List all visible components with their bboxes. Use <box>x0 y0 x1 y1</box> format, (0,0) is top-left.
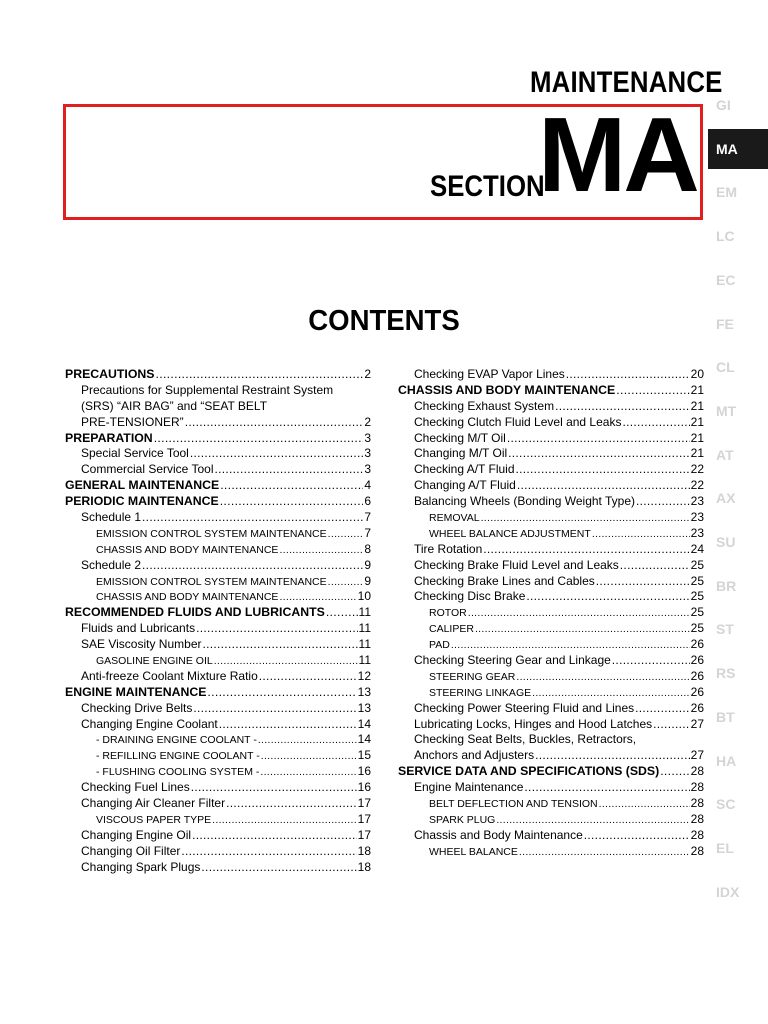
sidebar-tab-ma[interactable]: MA <box>708 129 768 169</box>
toc-entry-page: 11 <box>358 605 371 620</box>
toc-entry-page: 11 <box>358 653 371 668</box>
toc-entry[interactable] <box>65 605 371 621</box>
toc-entry[interactable] <box>398 621 704 637</box>
toc-entry[interactable] <box>65 621 371 637</box>
toc-entry-title: Schedule 2 <box>81 557 142 572</box>
toc-entry[interactable] <box>398 796 704 812</box>
toc-entry-page: 3 <box>364 462 371 477</box>
sidebar-tab-ha[interactable]: HA <box>716 752 737 769</box>
toc-entry-page: 23 <box>690 525 704 540</box>
toc-entry-page: 7 <box>364 510 371 525</box>
toc-entry-page: 14 <box>357 732 371 747</box>
toc-entry[interactable] <box>65 812 371 828</box>
toc-entry-page: 22 <box>690 478 704 493</box>
toc-entry[interactable] <box>65 399 371 415</box>
toc-entry-title: Checking Seat Belts, Buckles, Retractors, <box>414 732 637 747</box>
dot-leader <box>190 446 363 462</box>
toc-entry-page: 20 <box>690 367 704 381</box>
toc-entry-page: 21 <box>690 398 704 413</box>
toc-entry-page: 25 <box>690 621 704 636</box>
toc-entry[interactable] <box>398 812 704 828</box>
sidebar-tab-lc[interactable]: LC <box>716 228 735 245</box>
dot-leader <box>203 637 358 653</box>
dot-leader <box>185 415 364 431</box>
toc-left-column <box>65 367 371 876</box>
dot-leader <box>555 399 690 415</box>
toc-entry-page: 6 <box>364 494 371 509</box>
toc-entry-title: GENERAL MAINTENANCE <box>65 478 220 493</box>
toc-entry[interactable] <box>65 828 371 844</box>
toc-entry-page: 28 <box>690 796 704 811</box>
toc-entry[interactable] <box>398 748 704 764</box>
toc-entry-title: Commercial Service Tool <box>81 462 214 477</box>
toc-entry[interactable] <box>398 478 704 494</box>
toc-entry[interactable] <box>398 701 704 717</box>
toc-entry[interactable] <box>398 764 704 780</box>
dot-leader <box>636 494 690 510</box>
sidebar-tab-fe[interactable]: FE <box>716 315 734 332</box>
toc-entry-page: 23 <box>690 510 704 525</box>
sidebar-tab-sc[interactable]: SC <box>716 796 736 813</box>
toc-entry-page: 21 <box>690 430 704 445</box>
dot-leader <box>207 685 356 701</box>
sidebar-tab-ax[interactable]: AX <box>716 490 736 507</box>
toc-entry-page: 25 <box>690 589 704 604</box>
toc-entry-title: Schedule 1 <box>81 510 142 525</box>
toc-entry[interactable] <box>398 605 704 621</box>
dot-leader <box>507 431 690 447</box>
toc-entry-page: 3 <box>364 430 371 445</box>
dot-leader <box>214 654 358 670</box>
toc-entry[interactable] <box>398 669 704 685</box>
toc-entry-title: Anchors and Adjusters <box>414 748 535 763</box>
dot-leader <box>620 558 690 574</box>
toc-entry[interactable] <box>65 558 371 574</box>
toc-entry-page: 17 <box>357 796 371 811</box>
toc-entry[interactable] <box>398 828 704 844</box>
toc-entry-page: 15 <box>357 748 371 763</box>
toc-entry-title: Changing Engine Coolant <box>81 716 218 731</box>
sidebar-tab-mt[interactable]: MT <box>716 402 737 419</box>
toc-entry-title: Checking Clutch Fluid Level and Leaks <box>414 414 622 429</box>
sidebar-tab-em[interactable]: EM <box>716 184 737 201</box>
dot-leader <box>215 462 364 478</box>
dot-leader <box>328 575 364 591</box>
sidebar-tab-st[interactable]: ST <box>716 621 734 638</box>
toc-entry[interactable] <box>398 732 704 748</box>
dot-leader <box>142 558 363 574</box>
toc-entry[interactable] <box>65 685 371 701</box>
toc-entry-page: 28 <box>690 843 704 858</box>
toc-entry-page: 23 <box>690 494 704 509</box>
toc-entry[interactable] <box>398 526 704 542</box>
toc-entry[interactable] <box>65 701 371 717</box>
toc-entry-page: 21 <box>690 382 704 397</box>
toc-entry-title: Checking Drive Belts <box>81 700 193 715</box>
toc-entry-page: 26 <box>690 653 704 668</box>
toc-entry-page: 21 <box>690 446 704 461</box>
section-label: SECTION <box>430 170 545 203</box>
toc-entry-title: STEERING GEAR <box>429 670 516 683</box>
toc-entry[interactable] <box>398 510 704 526</box>
toc-entry-page: 16 <box>357 764 371 779</box>
toc-entry-title: WHEEL BALANCE <box>429 845 518 858</box>
toc-entry[interactable] <box>65 446 371 462</box>
toc-entry-page: 9 <box>364 573 371 588</box>
dot-leader <box>635 701 690 717</box>
toc-entry-title: Checking Disc Brake <box>414 589 526 604</box>
dot-leader <box>508 446 689 462</box>
toc-entry-page: 18 <box>357 859 371 874</box>
toc-entry-title: Engine Maintenance <box>414 780 524 795</box>
toc-entry[interactable] <box>65 844 371 860</box>
toc-entry-page: 2 <box>364 367 371 381</box>
toc-entry-page: 28 <box>690 811 704 826</box>
dot-leader <box>226 796 357 812</box>
toc-entry[interactable] <box>398 367 704 383</box>
toc-entry-page: 28 <box>690 764 704 779</box>
toc-entry-title: PAD <box>429 639 450 652</box>
toc-entry-title: CHASSIS AND BODY MAINTENANCE <box>398 382 616 397</box>
toc-entry-title: - FLUSHING COOLING SYSTEM - <box>96 766 260 779</box>
toc-entry-title: EMISSION CONTROL SYSTEM MAINTENANCE <box>96 575 327 588</box>
dot-leader <box>516 670 689 686</box>
dot-leader <box>191 780 357 796</box>
sidebar-tab-cl[interactable]: CL <box>716 359 735 376</box>
dot-leader <box>156 367 364 383</box>
toc-entry[interactable] <box>398 399 704 415</box>
toc-entry-page: 28 <box>690 780 704 795</box>
toc-entry-page: 27 <box>690 748 704 763</box>
toc-entry[interactable] <box>398 383 704 399</box>
dot-leader <box>616 383 689 399</box>
toc-entry-title: Changing Spark Plugs <box>81 859 201 874</box>
toc-entry-title: SAE Viscosity Number <box>81 637 202 652</box>
toc-entry-title: PRE-TENSIONER” <box>81 414 184 429</box>
toc-entry-title: PERIODIC MAINTENANCE <box>65 494 219 509</box>
toc-entry-title: Anti-freeze Coolant Mixture Ratio <box>81 668 258 683</box>
dot-leader <box>535 748 690 764</box>
toc-entry-page: 18 <box>357 843 371 858</box>
toc-entry-page: 28 <box>690 827 704 842</box>
toc-entry[interactable] <box>65 860 371 876</box>
sidebar-tab-at[interactable]: AT <box>716 446 734 463</box>
toc-entry-title: Checking Steering Gear and Linkage <box>414 653 611 668</box>
toc-entry-title: EMISSION CONTROL SYSTEM MAINTENANCE <box>96 527 327 540</box>
dot-leader <box>451 638 690 654</box>
dot-leader <box>279 543 363 559</box>
toc-entry-title: Special Service Tool <box>81 446 189 461</box>
dot-leader <box>220 494 364 510</box>
dot-leader <box>481 511 690 527</box>
toc-entry[interactable] <box>65 462 371 478</box>
toc-entry[interactable] <box>65 510 371 526</box>
toc-entry-title: WHEEL BALANCE ADJUSTMENT <box>429 527 591 540</box>
toc-entry-title: Fluids and Lubricants <box>81 621 196 636</box>
toc-entry-page: 16 <box>357 780 371 795</box>
toc-entry[interactable] <box>398 574 704 590</box>
toc-entry[interactable] <box>65 431 371 447</box>
dot-leader <box>566 367 690 383</box>
sidebar-tab-rs[interactable]: RS <box>716 665 736 682</box>
toc-entry-title: PRECAUTIONS <box>65 367 155 381</box>
toc-entry-title: Checking M/T Oil <box>414 430 506 445</box>
toc-entry-title: REMOVAL <box>429 512 480 525</box>
toc-entry-title: Changing Air Cleaner Filter <box>81 796 226 811</box>
toc-entry[interactable] <box>65 478 371 494</box>
toc-entry-title: GASOLINE ENGINE OIL <box>96 655 213 668</box>
toc-entry-title: Checking A/T Fluid <box>414 462 515 477</box>
toc-entry-page: 25 <box>690 605 704 620</box>
toc-entry[interactable] <box>398 494 704 510</box>
toc-entry-title: SPARK PLUG <box>429 813 496 826</box>
toc-entry-title: Checking Fuel Lines <box>81 780 190 795</box>
toc-entry[interactable] <box>65 542 371 558</box>
toc-entry-title: Checking EVAP Vapor Lines <box>414 367 565 381</box>
dot-leader <box>468 606 690 622</box>
toc-entry-page: 26 <box>690 700 704 715</box>
dot-leader <box>592 527 690 543</box>
toc-entry-title: Tire Rotation <box>414 541 483 556</box>
toc-entry-title: SERVICE DATA AND SPECIFICATIONS (SDS) <box>398 764 660 779</box>
dot-leader <box>653 717 689 733</box>
toc-entry[interactable] <box>398 717 704 733</box>
toc-entry-page: 7 <box>364 525 371 540</box>
toc-entry[interactable] <box>65 526 371 542</box>
dot-leader <box>526 589 689 605</box>
toc-entry-page: 9 <box>364 557 371 572</box>
toc-entry[interactable] <box>65 574 371 590</box>
toc-entry[interactable] <box>65 637 371 653</box>
dot-leader <box>622 415 689 431</box>
toc-entry-page: 12 <box>357 668 371 683</box>
toc-entry-title: BELT DEFLECTION AND TENSION <box>429 798 598 811</box>
toc-entry[interactable] <box>65 494 371 510</box>
dot-leader <box>599 797 690 813</box>
toc-entry-page: 11 <box>358 637 371 652</box>
toc-entry-title: VISCOUS PAPER TYPE <box>96 813 212 826</box>
dot-leader <box>181 844 356 860</box>
sidebar-tab-ec[interactable]: EC <box>716 271 736 288</box>
toc-entry-page: 8 <box>364 541 371 556</box>
toc-right-column <box>398 367 704 860</box>
dot-leader <box>596 574 690 590</box>
toc-entry-title: Lubricating Locks, Hinges and Hood Latches <box>414 716 653 731</box>
toc-entry-page: 24 <box>690 541 704 556</box>
toc-entry-page: 17 <box>357 811 371 826</box>
toc-entry[interactable] <box>398 446 704 462</box>
toc-entry-title: Precautions for Supplemental Restraint System <box>81 382 334 397</box>
dot-leader <box>261 749 357 765</box>
dot-leader <box>326 605 358 621</box>
dot-leader <box>496 813 689 829</box>
dot-leader <box>142 510 363 526</box>
dot-leader <box>220 478 363 494</box>
toc-entry[interactable] <box>398 844 704 860</box>
toc-entry[interactable] <box>65 653 371 669</box>
toc-entry[interactable] <box>65 796 371 812</box>
toc-entry-page: 2 <box>364 414 371 429</box>
toc-entry[interactable] <box>398 637 704 653</box>
toc-entry-title: ROTOR <box>429 607 467 620</box>
toc-entry-page: 22 <box>690 462 704 477</box>
toc-entry-title: Checking Brake Lines and Cables <box>414 573 595 588</box>
toc-entry[interactable] <box>398 462 704 478</box>
toc-entry-title: Changing Oil Filter <box>81 843 181 858</box>
dot-leader <box>279 590 356 606</box>
toc-entry-title: RECOMMENDED FLUIDS AND LUBRICANTS <box>65 605 325 620</box>
toc-entry[interactable] <box>398 415 704 431</box>
toc-entry[interactable] <box>398 431 704 447</box>
toc-entry[interactable] <box>65 732 371 748</box>
toc-entry-title: Changing Engine Oil <box>81 827 192 842</box>
toc-entry[interactable] <box>65 780 371 796</box>
dot-leader <box>193 701 356 717</box>
dot-leader <box>483 542 689 558</box>
toc-entry-title: ENGINE MAINTENANCE <box>65 684 207 699</box>
dot-leader <box>524 780 689 796</box>
toc-entry-page: 25 <box>690 573 704 588</box>
toc-entry[interactable] <box>398 780 704 796</box>
toc-entry-title: CHASSIS AND BODY MAINTENANCE <box>96 591 279 604</box>
dot-leader <box>612 653 690 669</box>
toc-entry-page: 11 <box>358 621 371 636</box>
toc-entry-title: PREPARATION <box>65 430 153 445</box>
toc-entry-title: - DRAINING ENGINE COOLANT - <box>96 734 257 747</box>
dot-leader <box>192 828 357 844</box>
dot-leader <box>260 765 356 781</box>
dot-leader <box>328 527 364 543</box>
toc-entry[interactable] <box>65 589 371 605</box>
toc-entry-title: - REFILLING ENGINE COOLANT - <box>96 750 260 763</box>
toc-entry-page: 26 <box>690 637 704 652</box>
toc-entry-page: 21 <box>690 414 704 429</box>
section-code: MA <box>538 96 697 214</box>
toc-entry[interactable] <box>398 558 704 574</box>
toc-entry-page: 10 <box>357 589 371 604</box>
toc-entry-title: Checking Power Steering Fluid and Lines <box>414 700 635 715</box>
toc-entry-title: Checking Exhaust System <box>414 398 555 413</box>
toc-entry-page: 25 <box>690 557 704 572</box>
toc-entry-title: Chassis and Body Maintenance <box>414 827 583 842</box>
toc-entry-title: CALIPER <box>429 623 474 636</box>
toc-entry-page: 26 <box>690 668 704 683</box>
toc-entry[interactable] <box>65 717 371 733</box>
dot-leader <box>532 686 690 702</box>
toc-entry-page: 4 <box>364 478 371 493</box>
contents-heading: CONTENTS <box>308 305 460 337</box>
dot-leader <box>516 462 690 478</box>
toc-entry-page: 13 <box>357 684 371 699</box>
toc-entry[interactable] <box>65 367 371 383</box>
toc-entry[interactable] <box>65 764 371 780</box>
maintenance-title: MAINTENANCE <box>530 66 723 99</box>
toc-entry-title: STEERING LINKAGE <box>429 686 532 699</box>
toc-entry-title: Balancing Wheels (Bonding Weight Type) <box>414 494 636 509</box>
dot-leader <box>212 813 356 829</box>
toc-entry-title: Checking Brake Fluid Level and Leaks <box>414 557 619 572</box>
toc-entry-page: 17 <box>357 827 371 842</box>
toc-entry-title: Changing A/T Fluid <box>414 478 516 493</box>
sidebar-tab-su[interactable]: SU <box>716 534 736 550</box>
toc-entry-page: 26 <box>690 684 704 699</box>
sidebar-tab-idx[interactable]: IDX <box>716 883 740 900</box>
dot-leader <box>219 717 357 733</box>
toc-entry[interactable] <box>65 383 371 399</box>
toc-entry[interactable] <box>398 589 704 605</box>
section-index-sidebar <box>708 0 768 1024</box>
dot-leader <box>519 845 690 861</box>
toc-entry[interactable] <box>398 685 704 701</box>
dot-leader <box>259 669 357 685</box>
dot-leader <box>475 622 690 638</box>
toc-entry[interactable] <box>65 415 371 431</box>
dot-leader <box>201 860 356 876</box>
dot-leader <box>258 733 357 749</box>
sidebar-tab-el[interactable]: EL <box>716 839 734 856</box>
toc-entry[interactable] <box>65 669 371 685</box>
toc-entry[interactable] <box>65 748 371 764</box>
dot-leader <box>154 431 364 447</box>
dot-leader <box>517 478 690 494</box>
toc-entry-page: 14 <box>357 716 371 731</box>
toc-entry-title: CHASSIS AND BODY MAINTENANCE <box>96 543 279 556</box>
sidebar-tab-gi[interactable]: GI <box>716 97 731 113</box>
toc-entry[interactable] <box>398 542 704 558</box>
toc-entry-title: Changing M/T Oil <box>414 446 508 461</box>
dot-leader <box>196 621 357 637</box>
toc-entry-page: 3 <box>364 446 371 461</box>
dot-leader <box>584 828 690 844</box>
toc-entry-page: 13 <box>357 700 371 715</box>
toc-entry-page: 27 <box>690 716 704 731</box>
sidebar-tab-bt[interactable]: BT <box>716 708 735 725</box>
toc-entry[interactable] <box>398 653 704 669</box>
dot-leader <box>660 764 689 780</box>
toc-entry-title: (SRS) “AIR BAG” and “SEAT BELT <box>81 398 268 413</box>
sidebar-tab-br[interactable]: BR <box>716 577 737 594</box>
